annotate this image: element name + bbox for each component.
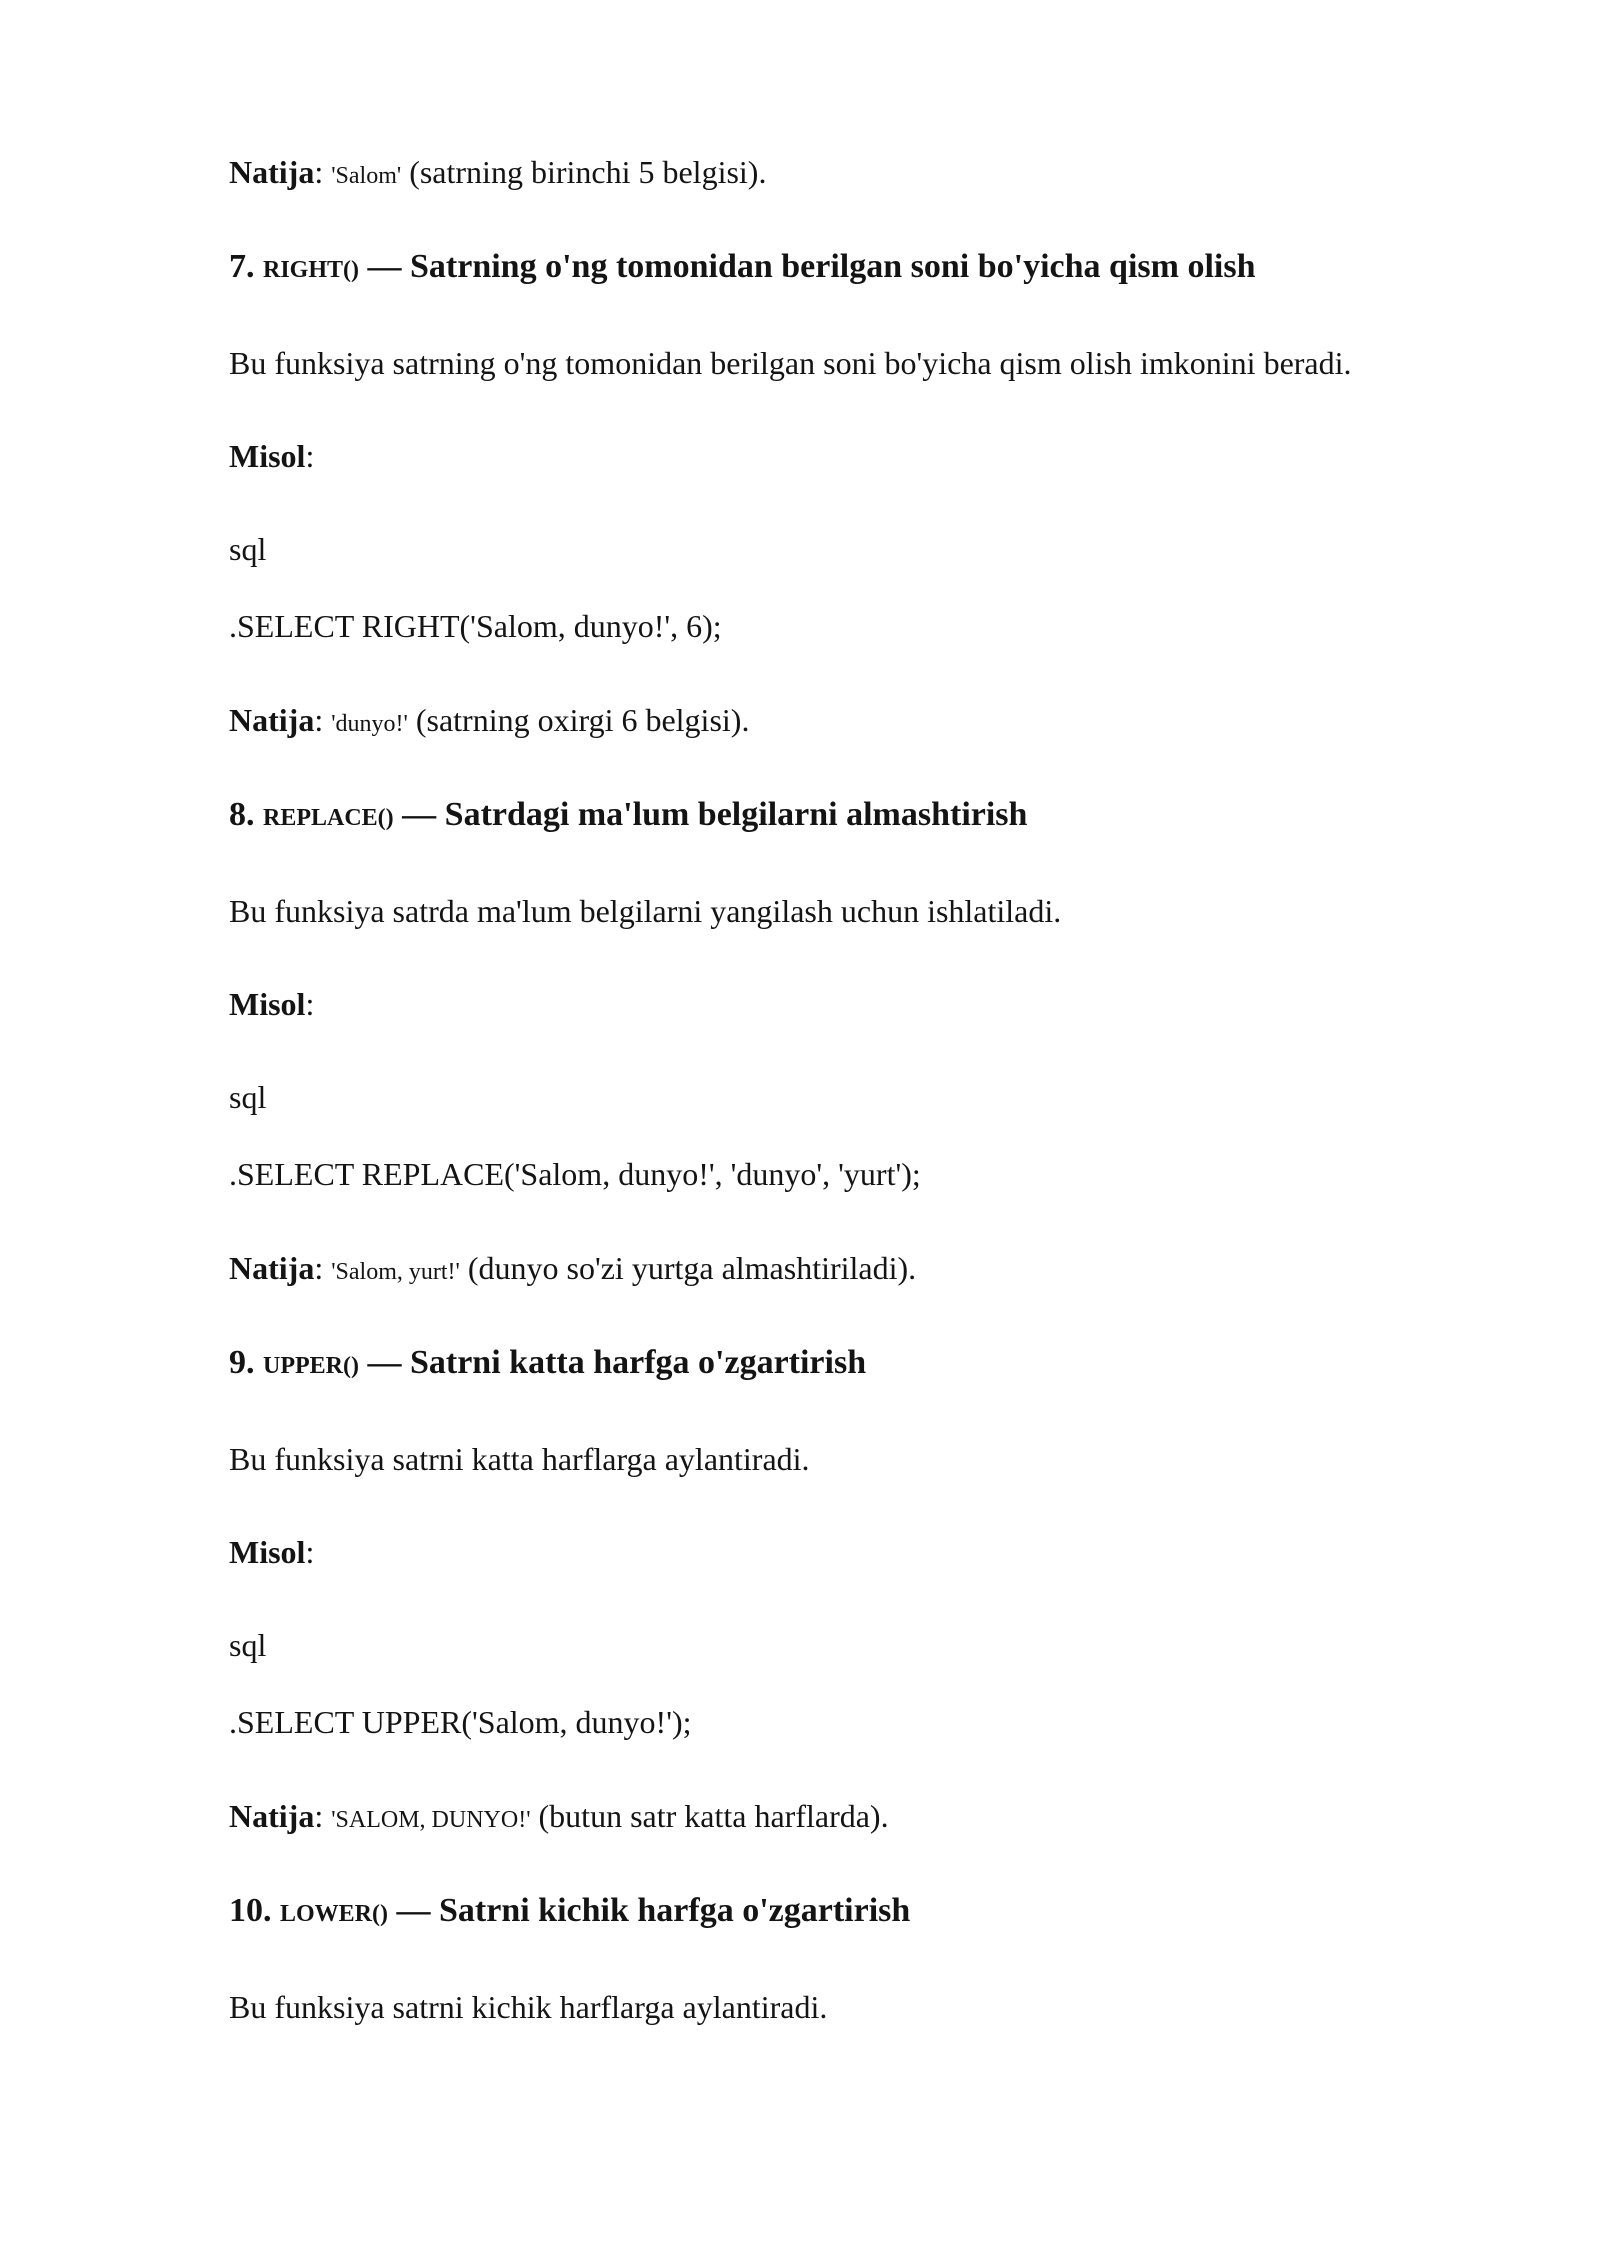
code-line: .SELECT RIGHT('Salom, dunyo!', 6); [229, 608, 722, 644]
function-name: UPPER() [263, 1353, 359, 1379]
code-language-label: sql [229, 1079, 267, 1115]
result-label: Natija [229, 1798, 315, 1834]
section-heading-right [229, 250, 1255, 284]
result-label: Natija [229, 1250, 315, 1286]
example-sep: : [305, 1534, 315, 1570]
result-value: 'dunyo!' [331, 711, 408, 737]
example-label-line [229, 440, 314, 472]
example-sep: : [305, 986, 315, 1022]
section-title: Satrning o'ng tomonidan berilgan soni bo'yicha qism olish [410, 248, 1256, 285]
description-paragraph: Bu funksiya satrni katta harflarga aylantiradi. [229, 1441, 810, 1477]
heading-dash: — [367, 1344, 402, 1381]
code-language-label: sql [229, 1627, 267, 1663]
function-name: LOWER() [280, 1901, 388, 1927]
heading-dash: — [402, 796, 437, 833]
section-title: Satrdagi ma'lum belgilarni almashtirish [444, 796, 1028, 833]
example-label: Misol [229, 986, 306, 1022]
function-name: REPLACE() [263, 805, 394, 831]
result-label: Natija [229, 702, 315, 738]
code-line: .SELECT REPLACE('Salom, dunyo!', 'dunyo', 'yurt'); [229, 1156, 921, 1192]
result-line [229, 704, 749, 736]
heading-dash: — [396, 1892, 431, 1929]
description-paragraph: Bu funksiya satrni kichik harflarga aylantiradi. [229, 1989, 828, 2025]
result-line [229, 1800, 889, 1832]
heading-dash: — [367, 248, 402, 285]
section-heading-upper [229, 1346, 866, 1380]
example-label-line [229, 1536, 314, 1568]
section-heading-replace [229, 798, 1027, 832]
result-sep: : [314, 702, 324, 738]
section-number: 10. [229, 1892, 272, 1929]
description-paragraph: Bu funksiya satrning o'ng tomonidan berilgan soni bo'yicha qism olish imkonini beradi. [229, 345, 1352, 381]
result-value: 'Salom, yurt!' [331, 1259, 460, 1285]
example-label: Misol [229, 1534, 306, 1570]
result-sep: : [314, 1798, 324, 1834]
result-sep: : [314, 1250, 324, 1286]
result-note: (butun satr katta harflarda). [538, 1798, 889, 1834]
result-line [229, 156, 766, 188]
section-title: Satrni kichik harfga o'zgartirish [439, 1892, 911, 1929]
code-language-label: sql [229, 531, 267, 567]
section-number: 9. [229, 1344, 255, 1381]
code-line: .SELECT UPPER('Salom, dunyo!'); [229, 1704, 692, 1740]
description-paragraph: Bu funksiya satrda ma'lum belgilarni yangilash uchun ishlatiladi. [229, 893, 1062, 929]
section-number: 8. [229, 796, 255, 833]
example-sep: : [305, 438, 315, 474]
result-note: (satrning oxirgi 6 belgisi). [415, 702, 750, 738]
result-value: 'Salom' [331, 163, 402, 189]
result-note: (dunyo so'zi yurtga almashtiriladi). [467, 1250, 917, 1286]
section-heading-lower [229, 1894, 910, 1928]
result-label: Natija [229, 154, 315, 190]
result-line [229, 1252, 916, 1284]
section-number: 7. [229, 248, 255, 285]
example-label: Misol [229, 438, 306, 474]
example-label-line [229, 988, 314, 1020]
result-note: (satrning birinchi 5 belgisi). [409, 154, 767, 190]
result-value: 'SALOM, DUNYO!' [331, 1807, 531, 1833]
result-sep: : [314, 154, 324, 190]
section-title: Satrni katta harfga o'zgartirish [409, 1344, 867, 1381]
function-name: RIGHT() [263, 257, 359, 283]
